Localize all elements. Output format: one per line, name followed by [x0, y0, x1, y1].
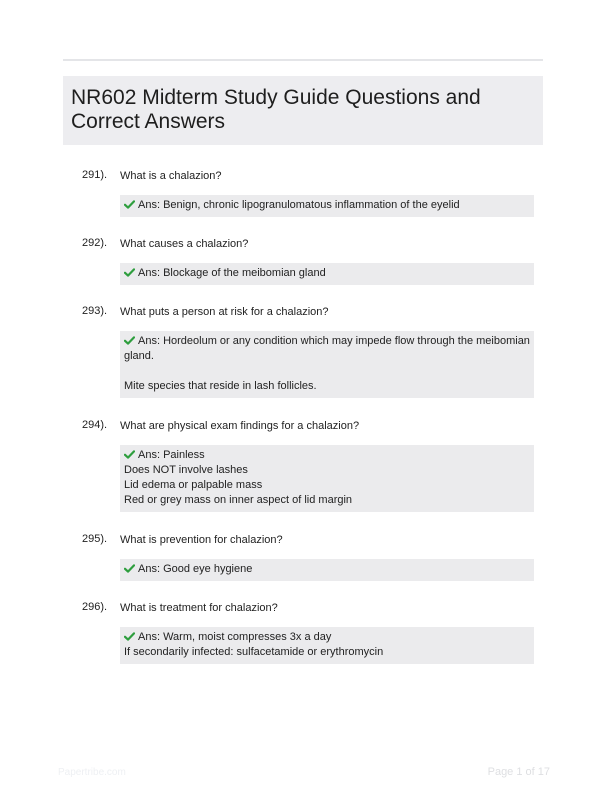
answer-line: Lid edema or palpable mass — [124, 479, 263, 491]
answer-box — [120, 263, 534, 285]
question-number: 292). — [82, 237, 108, 249]
question-text: What puts a person at risk for a chalazion? — [120, 306, 329, 318]
check-icon — [124, 564, 135, 573]
question-number: 295). — [82, 533, 108, 545]
answer-text: Ans: Warm, moist compresses 3x a day — [138, 631, 332, 643]
check-icon — [124, 450, 135, 459]
answer-line — [124, 266, 530, 281]
answer-line — [124, 364, 530, 379]
question-number: 294). — [82, 419, 108, 431]
check-icon — [124, 632, 135, 641]
answer-text: Ans: Painless — [138, 449, 205, 461]
answer-box — [120, 627, 534, 664]
question-number: 296). — [82, 601, 108, 613]
answer-box — [120, 445, 534, 512]
question-text: What is a chalazion? — [120, 170, 222, 182]
check-icon — [124, 200, 135, 209]
top-divider — [63, 59, 543, 61]
answer-text: Ans: Hordeolum or any condition which may impede flow through the meibomian gland. — [124, 335, 530, 362]
title-banner — [63, 76, 543, 145]
answer-line — [124, 448, 530, 463]
answer-line: If secondarily infected: sulfacetamide or erythromycin — [124, 646, 384, 658]
check-icon — [124, 268, 135, 277]
answer-text: Ans: Good eye hygiene — [138, 563, 253, 575]
answer-line: Red or grey mass on inner aspect of lid margin — [124, 494, 353, 506]
answer-line — [124, 334, 530, 364]
answer-line — [124, 562, 530, 577]
question-number: 291). — [82, 169, 108, 181]
question-text: What causes a chalazion? — [120, 238, 249, 250]
answer-box — [120, 559, 534, 581]
question-text: What is treatment for chalazion? — [120, 602, 278, 614]
check-icon — [124, 336, 135, 345]
page-title: NR602 Midterm Study Guide Questions and Correct Answers — [71, 86, 481, 133]
question-number: 293). — [82, 305, 108, 317]
answer-box — [120, 195, 534, 217]
answer-text: Ans: Blockage of the meibomian gland — [138, 267, 326, 279]
page-number: Page 1 of 17 — [487, 766, 550, 778]
answer-line: Mite species that reside in lash follicles. — [124, 380, 317, 392]
answer-text: Ans: Benign, chronic lipogranulomatous inflammation of the eyelid — [138, 199, 460, 211]
answer-line: Does NOT involve lashes — [124, 464, 248, 476]
answer-box — [120, 331, 534, 398]
answer-line — [124, 630, 530, 645]
question-text: What are physical exam findings for a chalazion? — [120, 420, 360, 432]
footer-site: Papertribe.com — [58, 767, 126, 778]
answer-line — [124, 198, 530, 213]
question-text: What is prevention for chalazion? — [120, 534, 283, 546]
